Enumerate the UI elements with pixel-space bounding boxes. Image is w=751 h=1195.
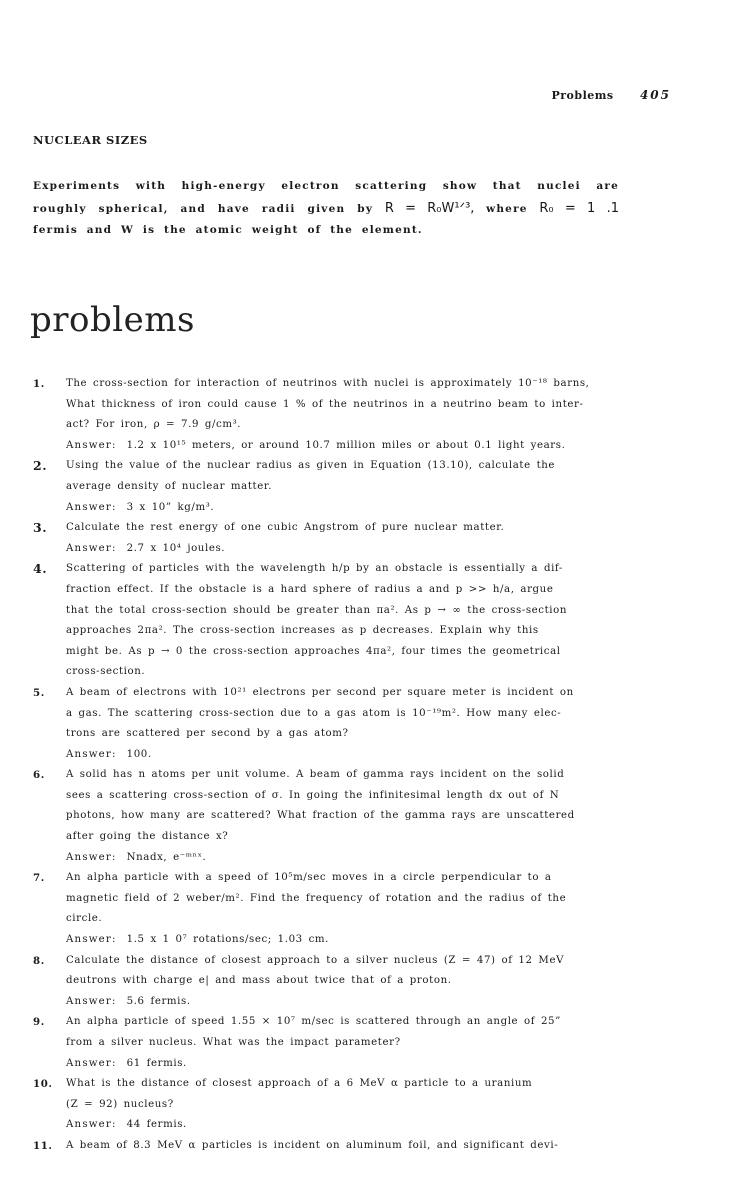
- answer-value: 5.6 fermis.: [126, 995, 191, 1007]
- problem-line: An alpha particle of speed 1.55 × 10⁷ m/sec is scattered through an angle of 25”: [66, 1016, 561, 1028]
- problem-line: a gas. The scattering cross-section due to a gas atom is 10⁻¹⁹m². How many elec-: [66, 707, 562, 719]
- problem-number: 3.: [33, 520, 48, 536]
- problem-line: approaches 2πa². The cross-section increases as p decreases. Explain why this: [66, 625, 539, 637]
- problem-number: 11.: [33, 1139, 53, 1152]
- problem-line: might be. As p → 0 the cross-section approaches 4πa², four times the geometrical: [66, 645, 561, 657]
- radius-formula: R = R₀W¹ᐟ³,: [384, 200, 475, 216]
- answer-line: [66, 992, 619, 1013]
- problem-line: Scattering of particles with the wavelength h/p by an obstacle is essentially a dif-: [66, 563, 563, 575]
- answer-line: [66, 1054, 619, 1075]
- problem-item: [33, 868, 619, 950]
- answer-label: Answer:: [66, 851, 117, 863]
- problem-number: 1.: [33, 378, 45, 390]
- problem-text: [66, 374, 619, 456]
- answer-line: [66, 1115, 619, 1136]
- intro-text-1: Experiments with high-energy electron scattering show that nuclei are roughly spherical, and have radii given by: [33, 180, 619, 215]
- problem-list: [33, 374, 619, 1157]
- problem-text: [66, 765, 619, 868]
- answer-line: [66, 930, 619, 951]
- problem-number: 5.: [33, 686, 45, 699]
- intro-text-2: where: [486, 202, 528, 215]
- problem-line: deutrons with charge e| and mass about twice that of a proton.: [66, 975, 452, 987]
- problem-number: 8.: [33, 954, 45, 967]
- problem-item: [33, 683, 619, 765]
- problem-line: sees a scattering cross-section of σ. In going the infinitesimal length dx out of N: [66, 789, 560, 801]
- answer-label: Answer:: [66, 439, 117, 451]
- problem-line: Calculate the distance of closest approach to a silver nucleus (Z = 47) of 12 MeV: [66, 954, 565, 966]
- problem-item: [33, 456, 619, 518]
- r0-value: R₀ = 1 .1: [539, 200, 619, 216]
- page-number: 405: [639, 88, 671, 102]
- problem-line: trons are scattered per second by a gas atom?: [66, 728, 349, 740]
- problem-number: 7.: [33, 872, 45, 885]
- problem-line: A solid has n atoms per unit volume. A beam of gamma rays incident on the solid: [66, 769, 565, 781]
- answer-value: 3 x 10” kg/m³.: [126, 501, 215, 513]
- problem-text: [66, 1074, 619, 1136]
- problem-number: 4.: [33, 561, 48, 577]
- answer-line: [66, 436, 619, 457]
- answer-line: [66, 539, 619, 560]
- problem-line: circle.: [66, 913, 103, 925]
- answer-label: Answer:: [66, 995, 117, 1007]
- answer-value: 44 fermis.: [126, 1119, 187, 1131]
- intro-text-3: fermis and W is the atomic weight of the element.: [33, 224, 423, 236]
- answer-line: [66, 848, 619, 869]
- answer-label: Answer:: [66, 501, 117, 513]
- problem-line: A beam of electrons with 10²¹ electrons per second per square meter is incident on: [66, 686, 574, 698]
- answer-label: Answer:: [66, 748, 117, 760]
- answer-value: Nnadx, e⁻ᵐⁿˣ.: [126, 851, 207, 863]
- problem-item: [33, 518, 619, 559]
- problem-text: [66, 456, 619, 518]
- answer-value: 61 fermis.: [126, 1057, 187, 1069]
- problem-text: [66, 951, 619, 1013]
- section-heading: NUCLEAR SIZES: [33, 133, 148, 147]
- problem-line: that the total cross-section should be greater than πa². As p → ∞ the cross-section: [66, 604, 568, 616]
- answer-label: Answer:: [66, 934, 117, 946]
- problem-line: after going the distance x?: [66, 831, 229, 843]
- problem-text: [66, 1136, 619, 1157]
- problem-line: average density of nuclear matter.: [66, 480, 273, 492]
- problem-line: Using the value of the nuclear radius as given in Equation (13.10), calculate the: [66, 460, 556, 472]
- answer-label: Answer:: [66, 1119, 117, 1131]
- problem-item: [33, 559, 619, 683]
- intro-paragraph: [33, 176, 619, 242]
- problem-item: [33, 1074, 619, 1136]
- problem-line: magnetic field of 2 weber/m². Find the frequency of rotation and the radius of the: [66, 892, 567, 904]
- problem-line: fraction effect. If the obstacle is a hard sphere of radius a and p >> h/a, argue: [66, 583, 554, 595]
- problem-text: [66, 683, 619, 765]
- problem-number: 2.: [33, 458, 48, 474]
- problem-line: cross-section.: [66, 666, 146, 678]
- answer-value: 2.7 x 10⁴ joules.: [126, 542, 226, 554]
- running-header: [551, 88, 671, 102]
- problem-text: [66, 868, 619, 950]
- problem-item: [33, 951, 619, 1013]
- answer-value: 100.: [126, 748, 152, 760]
- answer-value: 1.5 x 1 0⁷ rotations/sec; 1.03 cm.: [126, 934, 329, 946]
- answer-line: [66, 498, 619, 519]
- problem-line: Calculate the rest energy of one cubic Angstrom of pure nuclear matter.: [66, 522, 505, 534]
- problem-line: An alpha particle with a speed of 10⁵m/sec moves in a circle perpendicular to a: [66, 872, 552, 884]
- problem-line: What is the distance of closest approach of a 6 MeV α particle to a uranium: [66, 1078, 533, 1090]
- problem-line: (Z = 92) nucleus?: [66, 1098, 174, 1110]
- problem-number: 10.: [33, 1078, 53, 1091]
- problem-line: A beam of 8.3 MeV α particles is incident on aluminum foil, and significant devi-: [66, 1139, 559, 1151]
- problem-line: act? For iron, ρ = 7.9 g/cm³.: [66, 419, 242, 431]
- answer-label: Answer:: [66, 1057, 117, 1069]
- problem-text: [66, 1012, 619, 1074]
- problem-line: from a silver nucleus. What was the impact parameter?: [66, 1037, 401, 1048]
- answer-label: Answer:: [66, 542, 117, 554]
- problem-number: 9.: [33, 1016, 45, 1029]
- problem-item: [33, 374, 619, 456]
- problem-number: 6.: [33, 769, 45, 782]
- problem-item: [33, 1136, 619, 1157]
- problem-text: [66, 518, 619, 559]
- problem-text: [66, 559, 619, 683]
- header-label: Problems: [551, 89, 614, 102]
- answer-line: [66, 745, 619, 766]
- problem-line: What thickness of iron could cause 1 % of the neutrinos in a neutrino beam to inter-: [66, 398, 584, 410]
- answer-value: 1.2 x 10¹⁵ meters, or around 10.7 million miles or about 0.1 light years.: [126, 439, 566, 451]
- problem-item: [33, 1012, 619, 1074]
- problem-line: photons, how many are scattered? What fraction of the gamma rays are unscattered: [66, 810, 575, 822]
- chapter-title: problems: [30, 300, 195, 340]
- problem-line: The cross-section for interaction of neutrinos with nuclei is approximately 10⁻¹⁸ barns,: [66, 378, 590, 389]
- problem-item: [33, 765, 619, 868]
